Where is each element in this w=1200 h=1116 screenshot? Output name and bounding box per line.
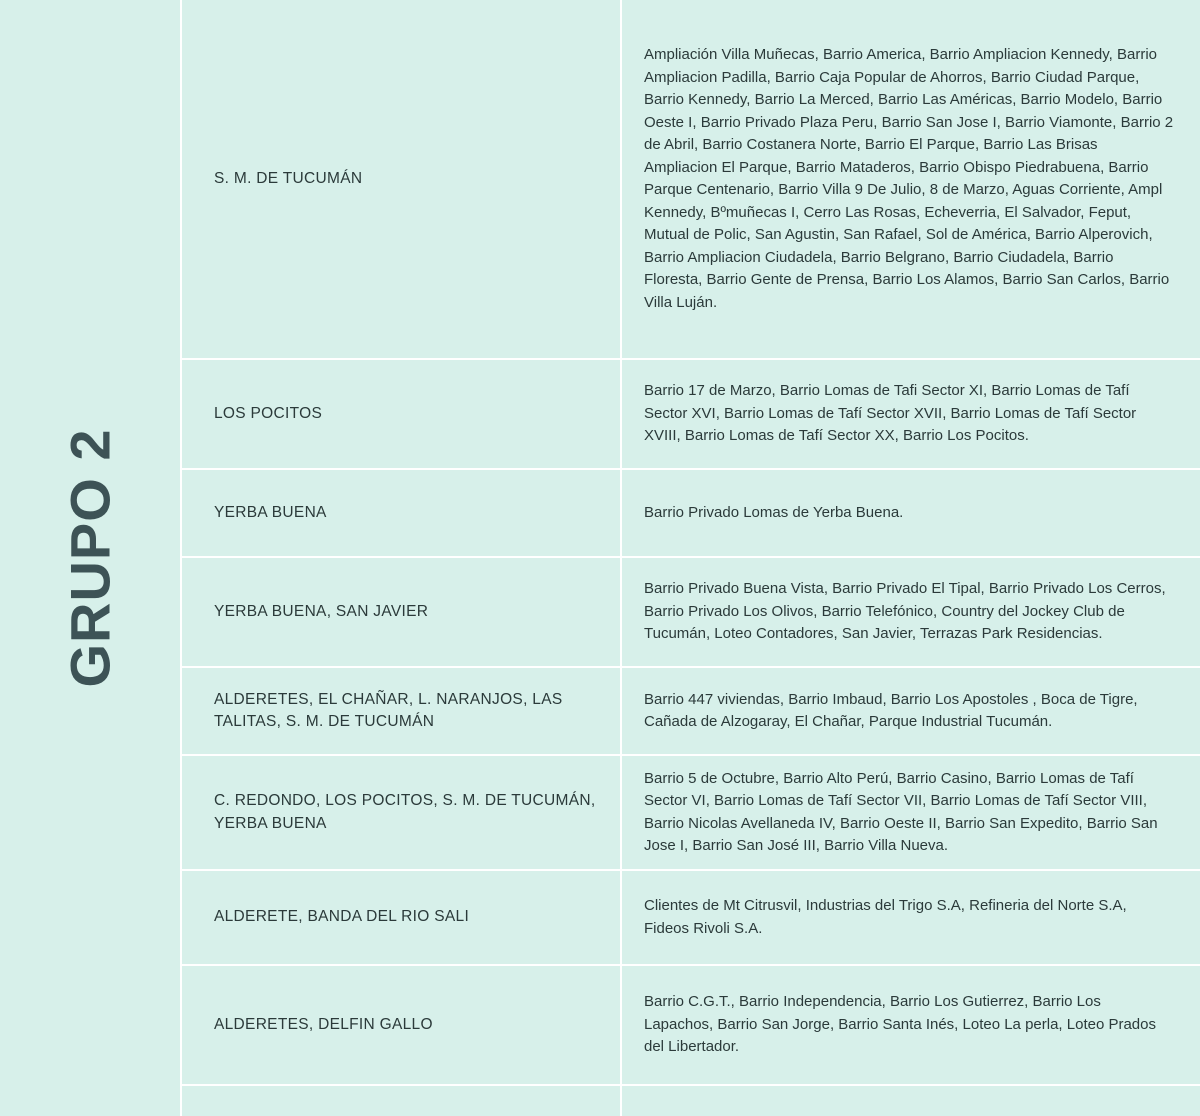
neighborhoods-cell — [622, 0, 1200, 358]
zone-name: C. REDONDO, LOS POCITOS, S. M. DE TUCUMÁN, YERBA BUENA — [214, 792, 596, 832]
zone-cell — [182, 966, 622, 1084]
zone-name: LOS POCITOS — [214, 404, 323, 422]
zone-name: YERBA BUENA — [214, 503, 327, 521]
group-title: GRUPO 2 — [58, 428, 122, 688]
table-row — [182, 1086, 1200, 1116]
neighborhoods-cell — [622, 966, 1200, 1084]
neighborhoods-cell — [622, 470, 1200, 556]
zone-name: YERBA BUENA, SAN JAVIER — [214, 602, 429, 620]
zone-cell — [182, 558, 622, 666]
neighborhoods-text: Barrio Privado Buena Vista, Barrio Privado El Tipal, Barrio Privado Los Cerros, Barrio Privado Los Olivos, Barrio Telefónico, Country del Jockey Club de Tucumán, Loteo Contadores, San Javier, Terrazas Park Residencias. — [644, 580, 1166, 643]
zone-cell — [182, 1086, 622, 1116]
zone-name: ALDERETES, DELFIN GALLO — [214, 1015, 433, 1033]
zone-cell — [182, 756, 622, 869]
table-row — [182, 558, 1200, 668]
neighborhoods-cell — [622, 871, 1200, 964]
neighborhoods-text: Ampliación Villa Muñecas, Barrio America, Barrio Ampliacion Kennedy, Barrio Ampliacion Padilla, Barrio Caja Popular de Ahorros, Barrio Ciudad Parque, Barrio Kennedy, Barrio La Merced, Barrio Las Américas, Barrio Modelo, Barrio Oeste I, Barrio Privado Plaza Peru, Barrio San Jose I, Barrio Viamonte, Barrio 2 de Abril, Barrio Costanera Norte, Barrio El Parque, Barrio Las Brisas Ampliacion El Parque, Barrio Mataderos, Barrio Obispo Piedrabuena, Barrio Parque Centenario, Barrio Villa 9 De Julio, 8 de Marzo, Aguas Corriente, Ampl Kennedy, Bºmuñecas I, Cerro Las Rosas, Echeverria, El Salvador, Feput, Mutual de Polic, San Agustin, San Rafael, Sol de América, Barrio Alperovich, Barrio Ampliacion Ciudadela, Barrio Belgrano, Barrio Ciudadela, Barrio Floresta, Barrio Gente de Prensa, Barrio Los Alamos, Barrio San Carlos, Barrio Villa Luján. — [644, 46, 1174, 311]
table-row — [182, 668, 1200, 756]
neighborhoods-text: Barrio 17 de Marzo, Barrio Lomas de Tafi Sector XI, Barrio Lomas de Tafí Sector XVI, Barrio Lomas de Tafí Sector XVII, Barrio Lomas de Tafí Sector XVIII, Barrio Lomas de Tafí Sector XX, Barrio Los Pocitos. — [644, 382, 1137, 445]
table-row — [182, 756, 1200, 871]
table-row — [182, 966, 1200, 1086]
neighborhoods-text: Clientes de Mt Citrusvil, Industrias del Trigo S.A, Refineria del Norte S.A, Fideos Rivoli S.A. — [644, 897, 1127, 937]
neighborhoods-text: Barrio Privado Lomas de Yerba Buena. — [644, 503, 904, 521]
table-row — [182, 871, 1200, 966]
neighborhoods-cell — [622, 558, 1200, 666]
zone-name: ALDERETES, EL CHAÑAR, L. NARANJOS, LAS TALITAS, S. M. DE TUCUMÁN — [214, 690, 563, 730]
zone-cell — [182, 470, 622, 556]
zone-cell — [182, 871, 622, 964]
zone-name: ALDERETE, BANDA DEL RIO SALI — [214, 908, 470, 926]
zone-name: S. M. DE TUCUMÁN — [214, 169, 363, 187]
table-row — [182, 360, 1200, 470]
neighborhoods-cell — [622, 1086, 1200, 1116]
zone-cell — [182, 668, 622, 754]
table-row — [182, 470, 1200, 558]
neighborhoods-text: Barrio 5 de Octubre, Barrio Alto Perú, Barrio Casino, Barrio Lomas de Tafí Sector VI, Barrio Lomas de Tafí Sector VII, Barrio Lomas de Tafí Sector VIII, Barrio Nicolas Avellaneda IV, Barrio Oeste II, Barrio San Expedito, Barrio San Jose I, Barrio San José III, Barrio Villa Nueva. — [644, 769, 1158, 854]
table-row — [182, 0, 1200, 360]
zone-cell — [182, 360, 622, 468]
group-label-column — [0, 0, 180, 1116]
zone-cell — [182, 0, 622, 358]
neighborhoods-text: Barrio C.G.T., Barrio Independencia, Barrio Los Gutierrez, Barrio Los Lapachos, Barrio San Jorge, Barrio Santa Inés, Loteo La perla, Loteo Prados del Libertador. — [644, 993, 1156, 1056]
zones-table — [180, 0, 1200, 1116]
neighborhoods-cell — [622, 756, 1200, 869]
neighborhoods-text: Barrio 447 viviendas, Barrio Imbaud, Barrio Los Apostoles , Boca de Tigre, Cañada de Alzogaray, El Chañar, Parque Industrial Tucumán. — [644, 690, 1138, 730]
neighborhoods-cell — [622, 360, 1200, 468]
neighborhoods-cell — [622, 668, 1200, 754]
